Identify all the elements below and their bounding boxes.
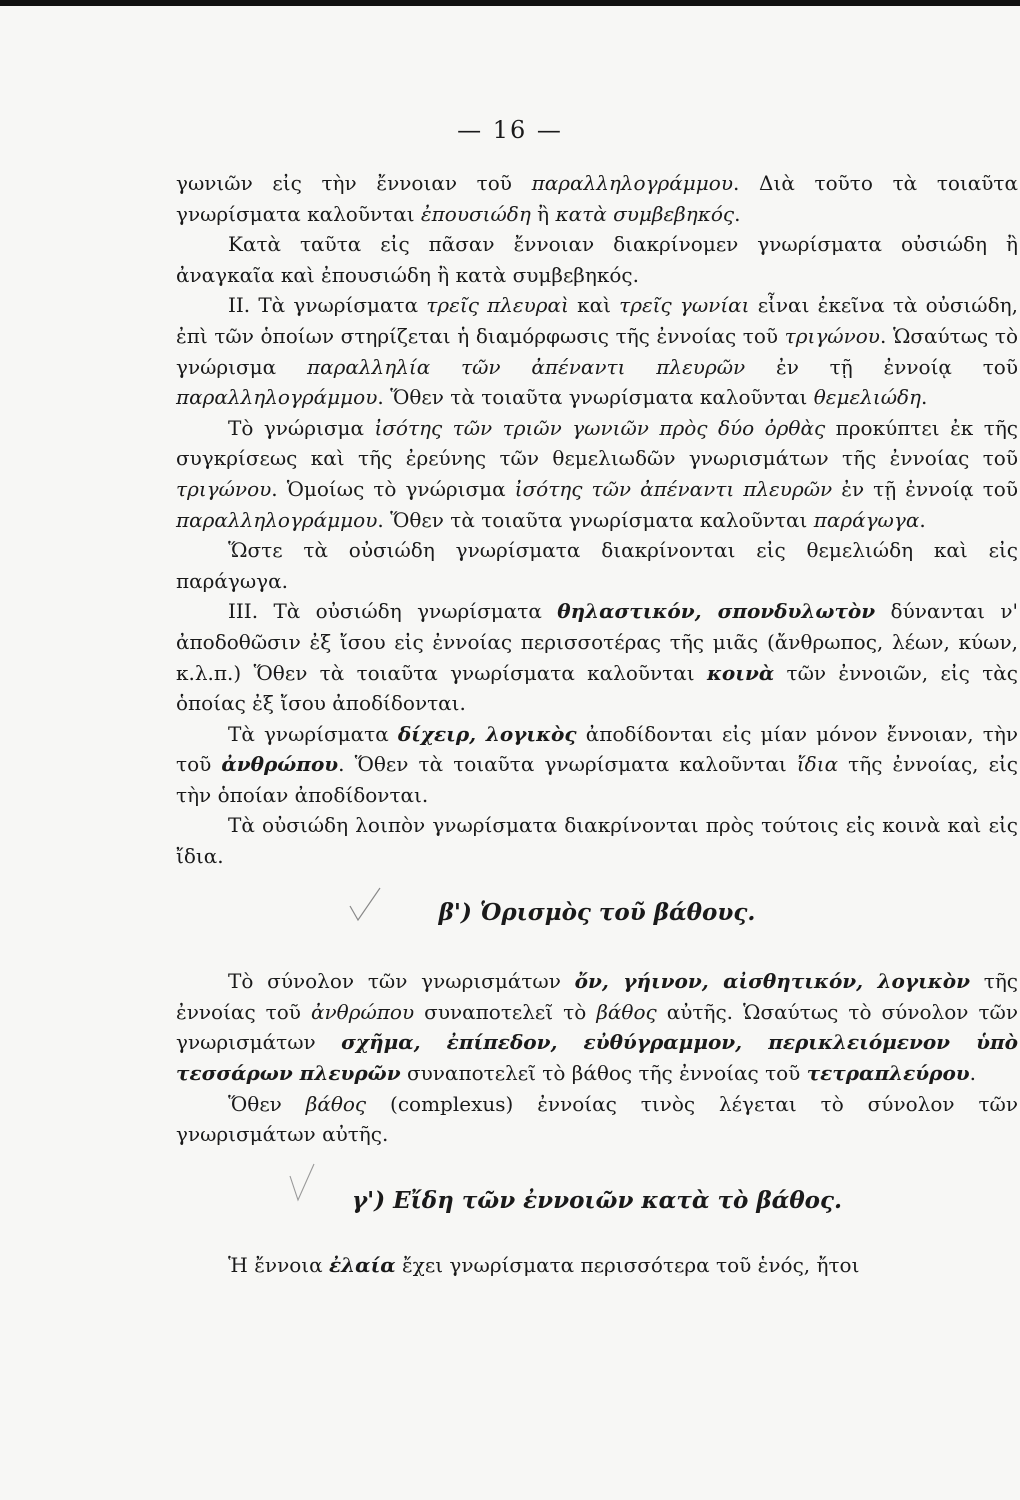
bold-emphasis: ὄν, γήινον, αἰσθητικόν, λογικὸν — [574, 969, 970, 994]
emphasis: ἴδια — [796, 752, 839, 777]
text: (complexus) ἐννοίας τινὸς λέγεται τὸ σύνολον τῶν γνωρισμάτων αὐτῆς. — [176, 1091, 1018, 1147]
text: εἶναι ἐκεῖνα τὰ οὐσιώδη, ἐπὶ τῶν ὁποίων στηρίζεται ἡ διαμόρφωσις τῆς ἐννοίας τοῦ — [176, 293, 1018, 348]
bold-emphasis: κοινὰ — [706, 660, 775, 685]
paragraph-9 — [176, 966, 1018, 1088]
emphasis: παραλληλογράμμου — [176, 507, 378, 532]
paragraph-1 — [176, 168, 1018, 229]
bold-emphasis: τετραπλεύρου — [806, 1061, 970, 1086]
emphasis: τρεῖς πλευραὶ — [426, 293, 569, 318]
page-number: — 16 — — [457, 116, 563, 144]
paragraph-11 — [176, 1250, 1018, 1281]
text: ἐν τῇ ἐννοίᾳ τοῦ — [745, 354, 1018, 379]
emphasis: κατὰ συμβεβηκός — [555, 201, 735, 226]
emphasis: θεμελιώδη — [813, 385, 922, 410]
text: Τὸ γνώρισμα — [228, 415, 375, 440]
bold-emphasis: δίχειρ, λογικὸς — [397, 721, 577, 746]
text: ΙΙ. Τὰ γνωρίσματα — [228, 293, 427, 318]
page-top-edge — [0, 0, 1020, 6]
text: . — [921, 385, 928, 410]
text: . Ὡσαύτως τὸ γνώρισμα — [176, 323, 1018, 379]
emphasis: βάθος — [305, 1091, 367, 1116]
emphasis: ἀνθρώπου — [311, 999, 415, 1024]
text: . — [919, 507, 926, 532]
text: . Ὁμοίως τὸ γνώρισμα — [271, 476, 515, 501]
emphasis: παράγωγα — [813, 507, 920, 532]
text: καὶ — [568, 293, 620, 318]
heading-text: γ') Εἴδη τῶν ἐννοιῶν κατὰ τὸ βάθος. — [351, 1186, 843, 1214]
pencil-check-mark-icon — [284, 1162, 324, 1202]
text: Ἡ ἔννοια — [228, 1253, 329, 1278]
text: Ὅθεν — [228, 1091, 306, 1116]
emphasis: ἰσότης τῶν ἀπέναντι πλευρῶν — [514, 476, 833, 501]
paragraph-4 — [176, 413, 1018, 535]
text: Τὸ σύνολον τῶν γνωρισμάτων — [228, 969, 575, 994]
section-heading-gamma — [176, 1186, 1018, 1217]
pencil-check-mark-icon — [346, 884, 386, 924]
text: προκύπτει ἐκ τῆς συγκρίσεως καὶ τῆς ἐρεύνης τῶν θεμελιωδῶν γνωρισμάτων τῆς ἐννοίας τοῦ — [176, 415, 1018, 471]
text: δύνανται ν' ἀποδοθῶσιν ἐξ ἴσου εἰς ἐννοίας περισσοτέρας τῆς μιᾶς (ἄνθρωπος, λέων, κύων, κ.λ.π.) Ὅθεν τὰ τοιαῦτα γνωρίσματα καλοῦνται — [176, 599, 1019, 685]
paragraph-8: Τὰ οὐσιώδη λοιπὸν γνωρίσματα διακρίνονται πρὸς τούτοις εἰς κοινὰ καὶ εἰς ἴδια. — [176, 813, 1018, 869]
text: ΙΙΙ. Τὰ οὐσιώδη γνωρίσματα — [228, 599, 558, 624]
paragraph-6 — [176, 596, 1018, 718]
text: . — [734, 201, 741, 226]
paragraph-3 — [176, 290, 1018, 412]
text: συναποτελεῖ τὸ — [414, 999, 597, 1024]
text: γωνιῶν εἰς τὴν ἔννοιαν τοῦ — [176, 171, 532, 195]
text: . Διὰ τοῦτο τὰ τοιαῦτα γνωρίσματα καλοῦνται — [176, 171, 1018, 226]
text: . Ὅθεν τὰ τοιαῦτα γνωρίσματα καλοῦνται — [377, 507, 814, 532]
emphasis: παραλληλογράμμου — [531, 171, 733, 195]
bold-emphasis: ἐλαία — [329, 1253, 396, 1278]
text: συναποτελεῖ τὸ βάθος τῆς ἐννοίας τοῦ — [400, 1061, 807, 1086]
text: . Ὅθεν τὰ τοιαῦτα γνωρίσματα καλοῦνται — [377, 385, 814, 410]
text: ἔχει γνωρίσματα περισσότερα τοῦ ἑνός, ἤτοι — [395, 1253, 860, 1278]
paragraph-2: Κατὰ ταῦτα εἰς πᾶσαν ἔννοιαν διακρίνομεν γνωρίσματα οὐσιώδη ἢ ἀναγκαῖα καὶ ἐπουσιώδη ἢ κατὰ συμβεβηκός. — [176, 232, 1018, 287]
text: . Ὅθεν τὰ τοιαῦτα γνωρίσματα καλοῦνται — [338, 752, 797, 777]
paragraph-5: Ὥστε τὰ οὐσιώδη γνωρίσματα διακρίνονται εἰς θεμελιώδη καὶ εἰς παράγωγα. — [176, 538, 1018, 593]
text: τῶν ἐννοιῶν, εἰς τὰς ὁποίας ἐξ ἴσου ἀποδίδονται. — [176, 660, 1018, 716]
text: Τὰ γνωρίσματα — [228, 721, 398, 746]
emphasis: παραλληλία τῶν ἀπέναντι πλευρῶν — [306, 354, 746, 379]
emphasis: παραλληλογράμμου — [176, 385, 378, 410]
text: τῆς ἐννοίας, εἰς τὴν ὁποίαν ἀποδίδονται. — [176, 752, 1018, 807]
bold-emphasis: θηλαστικόν, σπονδυλωτὸν — [557, 599, 876, 624]
text: . — [969, 1061, 977, 1086]
bold-emphasis: ἀνθρώπου — [221, 752, 339, 777]
text: ἢ — [530, 201, 556, 226]
emphasis: ἐπουσιώδη — [420, 201, 531, 226]
emphasis: βάθος — [596, 999, 657, 1024]
bold-emphasis: σχῆμα, ἐπίπεδον, εὐθύγραμμον, περικλειόμενον ὑπὸ τεσσάρων πλευρῶν — [176, 1030, 1018, 1086]
emphasis: τριγώνου — [784, 323, 880, 348]
text: τῆς ἐννοίας τοῦ — [176, 969, 1019, 1024]
text: ἀποδίδονται εἰς μίαν μόνον ἔννοιαν, τὴν τοῦ — [176, 721, 1018, 777]
emphasis: τριγώνου — [176, 476, 272, 501]
section-heading-beta — [176, 898, 1018, 929]
paragraph-7 — [176, 719, 1018, 811]
paragraph-10 — [176, 1089, 1018, 1150]
text: ἐν τῇ ἐννοίᾳ τοῦ — [832, 476, 1018, 501]
text: αὐτῆς. Ὡσαύτως τὸ σύνολον τῶν γνωρισμάτων — [176, 999, 1018, 1055]
emphasis: τρεῖς γωνίαι — [619, 293, 750, 318]
heading-text: β') Ὁρισμὸς τοῦ βάθους. — [438, 898, 756, 926]
page-body — [176, 168, 1018, 1281]
emphasis: ἰσότης τῶν τριῶν γωνιῶν πρὸς δύο ὀρθὰς — [374, 415, 826, 440]
